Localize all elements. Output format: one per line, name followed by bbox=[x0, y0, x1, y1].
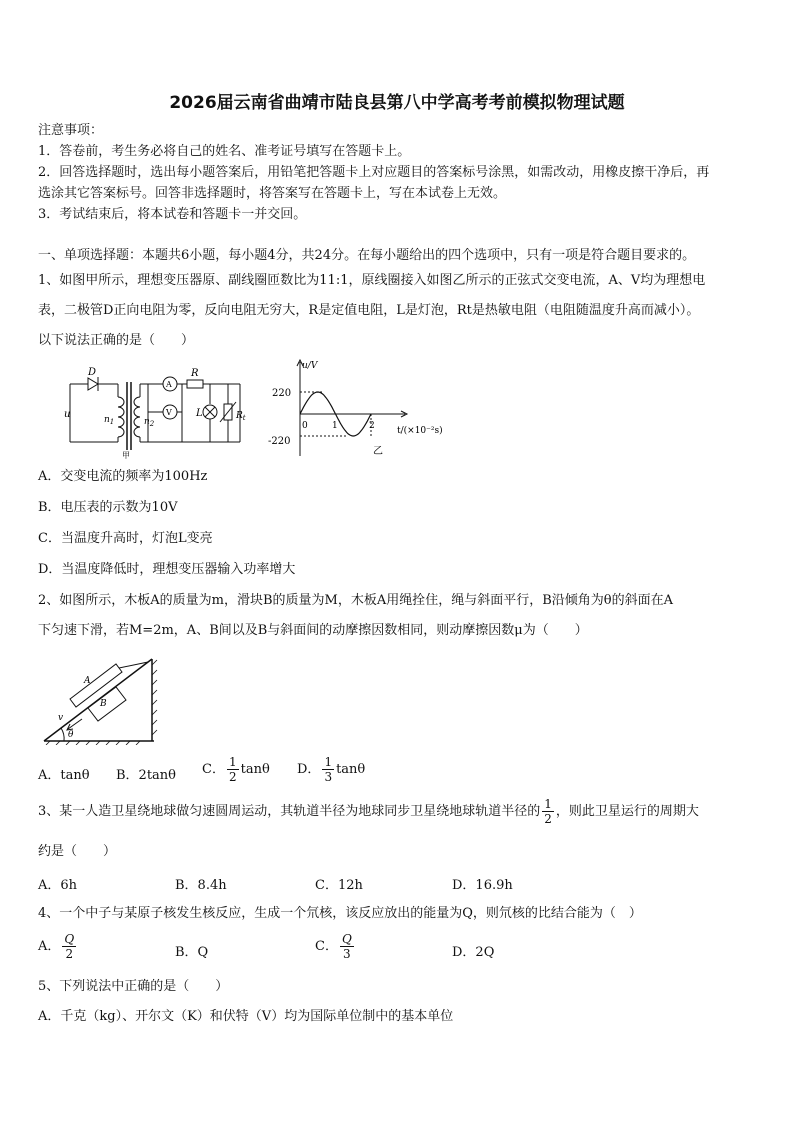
diode-label: D bbox=[88, 367, 97, 378]
block-b-label: B bbox=[100, 699, 107, 709]
q1-waveform-figure bbox=[265, 356, 465, 460]
page-title: 2026届云南省曲靖市陆良县第八中学高考考前模拟物理试题 bbox=[169, 93, 625, 113]
q2-stem-line: 2、如图所示，木板A的质量为m，滑块B的质量为M，木板A用绳拴住，绳与斜面平行，B沿倾角为θ的斜面在A bbox=[38, 593, 674, 608]
q1-stem-line: 1、如图甲所示，理想变压器原、副线圈匝数比为11:1，原线圈接入如图乙所示的正弦式交变电流，A、V均为理想电 bbox=[38, 273, 706, 288]
q2-option-d: D． $\frac{1}{3}$ tanθ bbox=[297, 755, 366, 784]
board-a-label: A bbox=[84, 676, 91, 686]
wave-ylabel: u/V bbox=[302, 361, 318, 371]
resistor-label: R bbox=[191, 368, 199, 379]
wave-xlabel: t/(×10⁻²s) bbox=[397, 426, 443, 436]
figure-caption-jia: 甲 bbox=[122, 451, 130, 460]
q3-option-b: B．8.4h bbox=[175, 878, 227, 893]
q3-stem-line: 3、某一人造卫星绕地球做匀速圆周运动，其轨道半径为地球同步卫星绕地球轨道半径的 $\frac{1}{2}$ ，则此卫星运行的周期大 bbox=[38, 797, 699, 826]
q3-option-a: A．6h bbox=[38, 878, 78, 893]
q1-option-a: A．交变电流的频率为100Hz bbox=[38, 469, 208, 484]
q5-option-a: A．千克（kg）、开尔文（K）和伏特（V）均为国际单位制中的基本单位 bbox=[38, 1009, 454, 1024]
q4-option-c: C． $\frac{Q}{3}$ bbox=[315, 932, 352, 961]
source-label: u bbox=[64, 409, 71, 420]
q2-incline-figure bbox=[40, 655, 158, 745]
q1-stem-line: 以下说法正确的是（ ） bbox=[38, 333, 195, 348]
lamp-label: L bbox=[196, 408, 203, 419]
angle-label: θ bbox=[68, 730, 74, 740]
q3-stem-line: 约是（ ） bbox=[38, 844, 117, 859]
q1-stem-line: 表，二极管D正向电阻为零，反向电阻无穷大，R是定值电阻，L是灯泡，Rt是热敏电阻（电阻随温度升高而减小）。 bbox=[38, 303, 700, 318]
ammeter-label: A bbox=[166, 380, 172, 389]
q4-option-b: B．Q bbox=[175, 945, 209, 960]
q2-option-b: B．2tanθ bbox=[116, 768, 176, 783]
voltmeter-label: V bbox=[166, 408, 172, 417]
wave-ypos: 220 bbox=[272, 388, 292, 399]
fraction: $\frac{1}{2}$ bbox=[228, 755, 237, 784]
notice-item: 3．考试结束后，将本试卷和答题卡一并交回。 bbox=[38, 207, 307, 222]
q1-circuit-figure bbox=[60, 362, 260, 462]
wave-x0: 0 bbox=[302, 421, 308, 431]
wave-x1: 1 bbox=[332, 421, 338, 431]
velocity-label: v bbox=[58, 713, 64, 723]
q2-option-a: A．tanθ bbox=[38, 768, 90, 783]
wave-x2: 2 bbox=[369, 421, 375, 431]
section-heading: 一、单项选择题：本题共6小题，每小题4分，共24分。在每小题给出的四个选项中，只有一项是符合题目要求的。 bbox=[38, 248, 696, 263]
fraction: $\frac{Q}{2}$ bbox=[64, 932, 75, 961]
wave-yneg: -220 bbox=[268, 436, 291, 447]
fraction: $\frac{1}{3}$ bbox=[324, 755, 333, 784]
q3-option-c: C．12h bbox=[315, 878, 363, 893]
thermistor-label: $R_t$ bbox=[236, 411, 246, 422]
fraction: $\frac{1}{2}$ bbox=[544, 797, 552, 826]
notice-heading: 注意事项： bbox=[38, 123, 104, 138]
q4-stem-line: 4、一个中子与某原子核发生核反应，生成一个氘核，该反应放出的能量为Q，则氘核的比结合能为（ ） bbox=[38, 906, 642, 921]
figure-caption-yi: 乙 bbox=[373, 446, 383, 457]
n2-label: $n_2$ bbox=[144, 417, 155, 428]
n1-label: $n_1$ bbox=[104, 415, 115, 426]
q1-option-c: C．当温度升高时，灯泡L变亮 bbox=[38, 531, 213, 546]
q4-option-a: A． $\frac{Q}{2}$ bbox=[38, 932, 75, 961]
q1-option-d: D．当温度降低时，理想变压器输入功率增大 bbox=[38, 562, 296, 577]
q2-stem-line: 下匀速下滑，若M=2m，A、B间以及B与斜面间的动摩擦因数相同，则动摩擦因数μ为（ ） bbox=[38, 623, 588, 638]
notice-item: 选涂其它答案标号。回答非选择题时，将答案写在答题卡上，写在本试卷上无效。 bbox=[38, 186, 507, 201]
q2-option-c: C． $\frac{1}{2}$ tanθ bbox=[202, 755, 270, 784]
q4-option-d: D．2Q bbox=[452, 945, 495, 960]
fraction: $\frac{Q}{3}$ bbox=[341, 932, 352, 961]
notice-item: 2．回答选择题时，选出每小题答案后，用铅笔把答题卡上对应题目的答案标号涂黑，如需改动，用橡皮擦干净后，再 bbox=[38, 165, 710, 180]
q1-option-b: B．电压表的示数为10V bbox=[38, 500, 178, 515]
notice-item: 1．答卷前，考生务必将自己的姓名、准考证号填写在答题卡上。 bbox=[38, 144, 411, 159]
q5-stem-line: 5、下列说法中正确的是（ ） bbox=[38, 979, 229, 994]
q3-option-d: D．16.9h bbox=[452, 878, 513, 893]
